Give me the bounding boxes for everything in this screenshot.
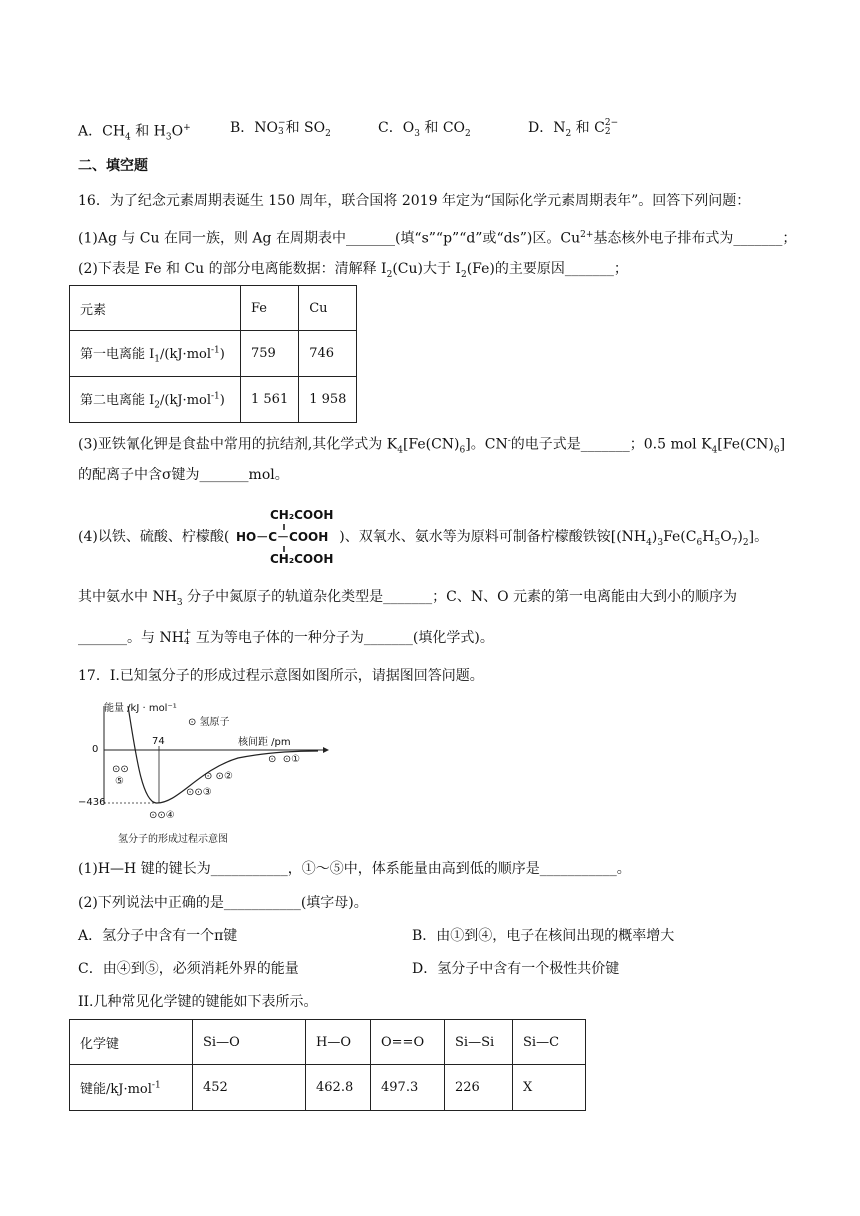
atom-pair-icon: ⊙⊙ (186, 787, 203, 798)
table-header-cell: Si—O (193, 1020, 306, 1065)
diagram-tick-0: 0 (92, 744, 99, 755)
diagram-pos4: ⊙⊙④ (149, 810, 175, 821)
table-cell: 462.8 (306, 1065, 371, 1111)
table-header-cell: Si—Si (445, 1020, 513, 1065)
section-title: 二、填空题 (78, 158, 148, 174)
diagram-pos5: ⊙⊙ ⑤ (112, 764, 129, 787)
diagram-xlabel: 核间距 /pm (238, 737, 291, 748)
q16-part4-line2: 其中氨水中 $NH_3$ 分子中氮原子的轨道杂化类型是_______；C、N、O 元素的第一电离能由大到小的顺序为 (78, 589, 737, 608)
table-row (70, 377, 357, 423)
q17-stem: 17．I.已知氢分子的形成过程示意图如图所示，请据图回答问题。 (78, 668, 484, 684)
diagram-legend: ⊙ 氢原子 (188, 717, 230, 728)
table-header-cell: 元素 (70, 286, 241, 331)
q17-option-c: C．由④到⑤，必须消耗外界的能量 (78, 961, 299, 977)
bond-energy-table (69, 1019, 586, 1111)
atom-pair-icon: ⊙⊙ (149, 810, 166, 821)
q16-stem: 16．为了纪念元素周期表诞生 150 周年，联合国将 2019 年定为“国际化学元素周期表年”。回答下列问题： (78, 193, 751, 209)
q16-part4-line3: _______。与 NH + 4 互为等电子体的一种分子为_______(填化学式)。 (78, 628, 494, 647)
table-cell: X (513, 1065, 586, 1111)
q16-part4-line1: (4)以铁、硫酸、柠檬酸( )、双氧水、氨水等为原料可制备柠檬酸铁铵$[(NH_4)_3Fe(C_6H_5O_7)_2]$。 (78, 529, 769, 548)
diagram-caption: 氢分子的形成过程示意图 (118, 834, 228, 845)
q17-option-d: D．氢分子中含有一个极性共价键 (412, 961, 620, 977)
hydrogen-atom-icon: ⊙ (188, 717, 200, 728)
table-header-cell: O==O (371, 1020, 445, 1065)
diagram-pos1: ⊙ ⊙① (268, 754, 301, 765)
table-row (70, 286, 357, 331)
atom-pair-icon: ⊙⊙ (112, 764, 129, 775)
q16-part3-line1: (3)亚铁氰化钾是食盐中常用的抗结剂,其化学式为 $K_4[Fe(CN)_6]$。CN-的电子式是_______；0.5 mol $K_4[Fe(CN)_6]$ (78, 436, 786, 456)
option-b: B．NO − 3 和 $SO_2$ (230, 118, 331, 139)
table-row-label: 键能/kJ·mol$^{-1}$ (70, 1065, 193, 1111)
citric-mid: HO－C－COOH (236, 530, 329, 544)
table-cell: 452 (193, 1065, 306, 1111)
atom-pair-icon: ⊙ ⊙ (268, 754, 292, 765)
q17-part1: (1)H—H 键的键长为___________，①～⑤中，体系能量由高到低的顺序是___________。 (78, 861, 631, 877)
table-row (70, 1065, 586, 1111)
q16-part3-line2: 的配离子中含σ键为_______mol。 (78, 467, 289, 483)
table-cell: 759 (241, 331, 299, 377)
atom-pair-icon: ⊙ ⊙ (204, 771, 224, 782)
q16-part2: (2)下表是 Fe 和 Cu 的部分电离能数据：清解释 $I_2(Cu)$大于 $I_2(Fe)$的主要原因_______； (78, 261, 628, 280)
diagram-tick-436: −436 (78, 797, 106, 808)
diagram-pos2: ⊙ ⊙② (204, 771, 233, 782)
q17-option-a: A．氢分子中含有一个π键 (78, 928, 238, 944)
table-cell: 1 561 (241, 377, 299, 423)
q17-option-b: B．由①到④，电子在核间出现的概率增大 (412, 928, 675, 944)
table-row-label: 第一电离能 $I_1/(kJ\cdot mol^{-1})$ (70, 331, 241, 377)
table-header-cell: 化学键 (70, 1020, 193, 1065)
table-header-cell: Cu (299, 286, 357, 331)
q16-part1: (1)Ag 与 Cu 在同一族，则 Ag 在周期表中_______(填“s”“p”“d”或“ds”)区。$Cu^{2+}$基态核外电子排布式为_______； (78, 230, 797, 247)
table-row (70, 331, 357, 377)
citric-acid-structure (236, 505, 351, 571)
q17-part2-intro: II.几种常见化学键的键能如下表所示。 (78, 994, 318, 1010)
citric-top: CH₂COOH (270, 508, 334, 522)
table-row (70, 1020, 586, 1065)
diagram-pos3: ⊙⊙③ (186, 787, 212, 798)
table-cell: 497.3 (371, 1065, 445, 1111)
table-cell: 1 958 (299, 377, 357, 423)
table-header-cell: Fe (241, 286, 299, 331)
table-cell: 746 (299, 331, 357, 377)
table-header-cell: H—O (306, 1020, 371, 1065)
citric-bot: CH₂COOH (270, 552, 334, 566)
h2-formation-diagram (78, 696, 338, 846)
diagram-ylabel: 能量 /kJ · mol⁻¹ (104, 703, 177, 714)
citric-bonds (236, 505, 351, 571)
ionization-table (69, 285, 357, 423)
diagram-tick-74: 74 (152, 736, 165, 747)
table-row-label: 第二电离能 $I_2/(kJ\cdot mol^{-1})$ (70, 377, 241, 423)
table-cell: 226 (445, 1065, 513, 1111)
option-a: A．$CH_4$ 和 $H_3O^+$ (78, 123, 191, 143)
table-header-cell: Si—C (513, 1020, 586, 1065)
option-d: D．$N_2$ 和 C 2− 2 (528, 118, 619, 139)
option-c: C．$O_3$ 和 $CO_2$ (378, 120, 471, 139)
q17-part2: (2)下列说法中正确的是___________(填字母)。 (78, 895, 368, 911)
